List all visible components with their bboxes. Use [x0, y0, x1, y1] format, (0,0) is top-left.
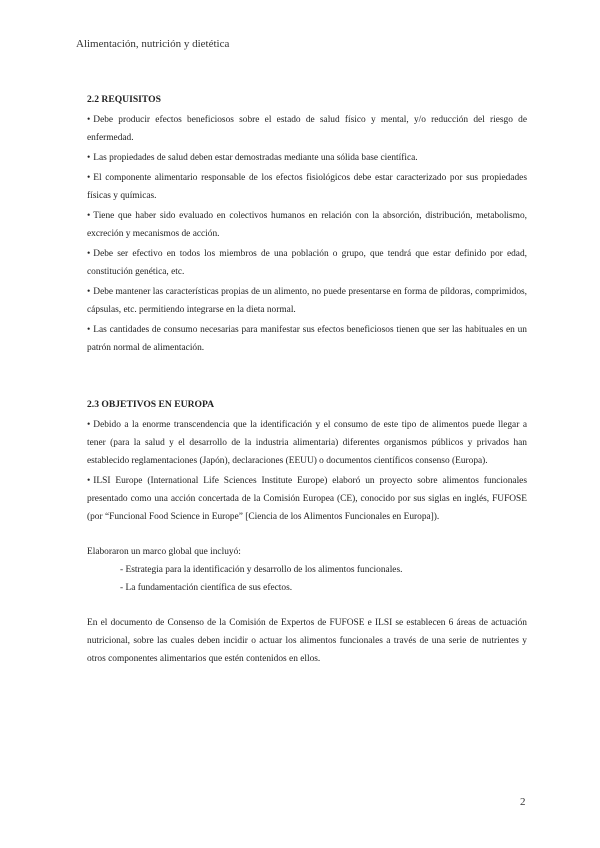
- section-heading-objetivos: 2.3 OBJETIVOS EN EUROPA: [87, 399, 215, 410]
- requisito-item: [87, 245, 527, 281]
- bullet-icon: •: [87, 211, 91, 221]
- bullet-icon: •: [87, 115, 91, 125]
- requisito-text: El componente alimentario responsable de los efectos fisiológicos debe estar caracterizado por sus propiedades físicas y químicas.: [87, 173, 527, 201]
- requisito-text: Las cantidades de consumo necesarias para manifestar sus efectos beneficiosos tienen que ser las habituales en un patrón normal de alimentación.: [87, 325, 527, 353]
- requisito-text: Las propiedades de salud deben estar demostradas mediante una sólida base científica.: [93, 153, 418, 163]
- bullet-icon: •: [87, 325, 91, 335]
- bullet-icon: •: [87, 287, 91, 297]
- marco-global-item: - La fundamentación científica de sus efectos.: [120, 583, 293, 593]
- requisito-text: Debe ser efectivo en todos los miembros de una población o grupo, que tendrá que estar definido por edad, constitución genética, etc.: [87, 249, 527, 277]
- requisito-text: Tiene que haber sido evaluado en colectivos humanos en relación con la absorción, distribución, metabolismo, excreción y mecanismos de acción.: [87, 211, 527, 239]
- requisito-item: [87, 169, 527, 205]
- objetivo-item: [87, 472, 527, 526]
- objetivo-text: ILSI Europe (International Life Sciences Institute Europe) elaboró un proyecto sobre alimentos funcionales presentado como una acción concertada de la Comisión Europea (CE), conocido por sus siglas en inglés, FUFOSE (por “Funcional Food Science in Europe” [Ciencia de los Alimentos Funcionales en Europa]).: [87, 476, 527, 522]
- requisito-text: Debe mantener las características propias de un alimento, no puede presentarse en forma de píldoras, comprimidos, cápsulas, etc. permitiendo integrarse en la dieta normal.: [87, 287, 527, 315]
- requisito-item: [87, 283, 527, 319]
- requisito-text: Debe producir efectos beneficiosos sobre el estado de salud físico y mental, y/o reducción del riesgo de enfermedad.: [87, 115, 527, 143]
- marco-global-item: - Estrategia para la identificación y desarrollo de los alimentos funcionales.: [120, 565, 403, 575]
- section-spacer: [87, 359, 527, 396]
- bullet-icon: •: [87, 420, 91, 430]
- consenso-paragraph: En el documento de Consenso de la Comisión de Expertos de FUFOSE e ILSI se establecen 6 áreas de actuación nutricional, sobre las cuales deben incidir o actuar los alimentos funcionales a través de una serie de nutrientes y otros componentes alimentarios que estén contenidos en ellos.: [87, 618, 527, 664]
- bullet-icon: •: [87, 476, 91, 486]
- bullet-icon: •: [87, 173, 91, 183]
- objetivo-item: [87, 416, 527, 470]
- marco-global-intro: Elaboraron un marco global que incluyó:: [87, 547, 241, 557]
- requisito-item: [87, 111, 527, 147]
- page-number: 2: [520, 796, 526, 808]
- requisito-item: [87, 321, 527, 357]
- section-heading-requisitos: 2.2 REQUISITOS: [87, 94, 161, 105]
- objetivo-text: Debido a la enorme transcendencia que la identificación y el consumo de este tipo de alimentos puede llegar a tener (para la salud y el desarrollo de la industria alimentaria) diferentes organismos públicos y privados han establecido reglamentaciones (Japón), declaraciones (EEUU) o documentos científicos consenso (Europa).: [87, 420, 527, 466]
- requisito-item: [87, 149, 527, 167]
- page-content: [87, 91, 527, 668]
- running-header: Alimentación, nutrición y dietética: [76, 38, 230, 50]
- requisito-item: [87, 207, 527, 243]
- bullet-icon: •: [87, 249, 91, 259]
- bullet-icon: •: [87, 153, 91, 163]
